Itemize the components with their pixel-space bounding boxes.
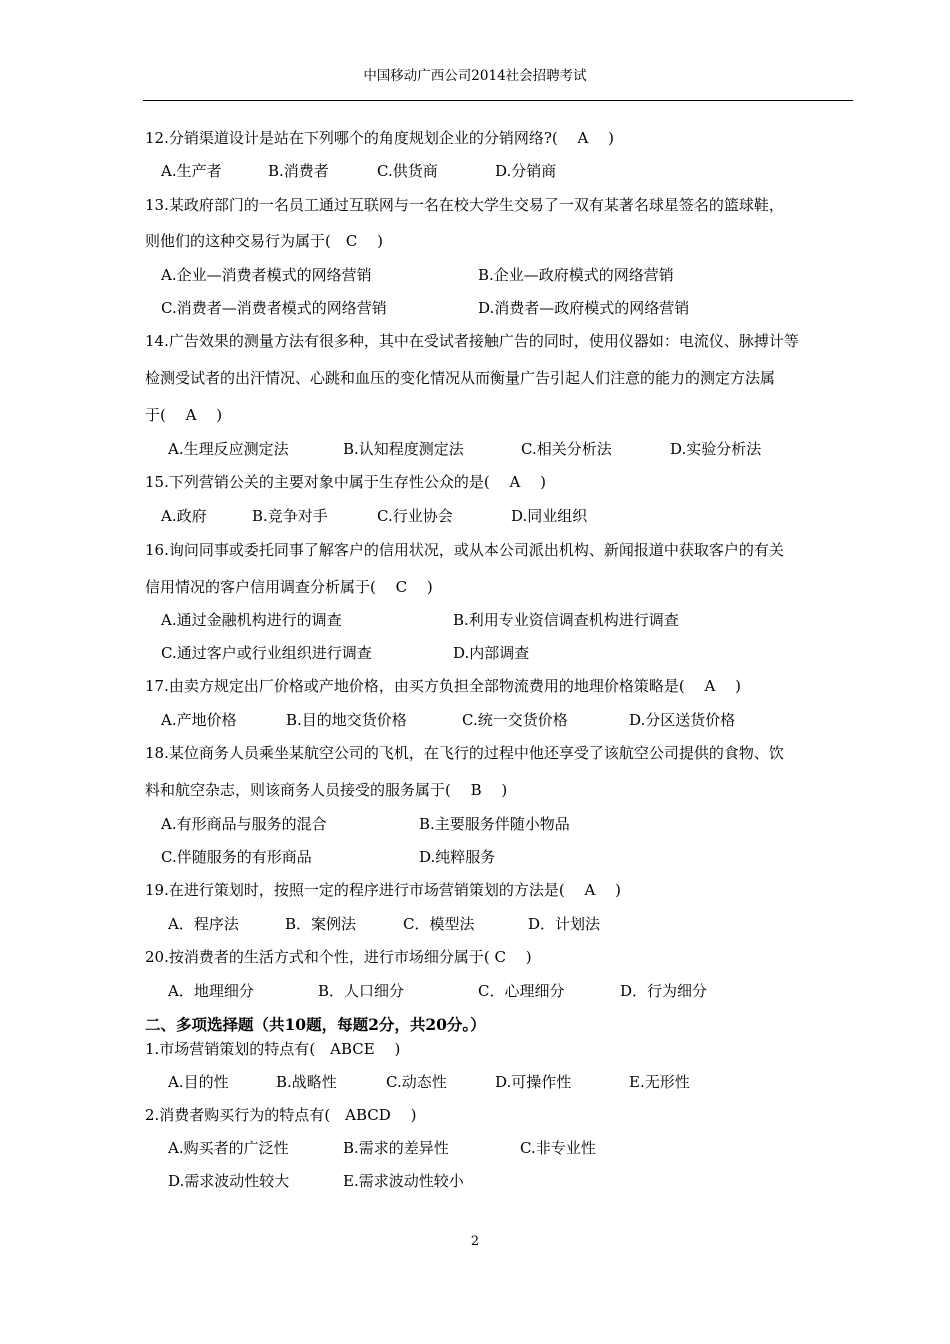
multi-question-2-stem: 2.消费者购买行为的特点有( ABCD )	[145, 1106, 417, 1124]
option: D.分销商	[495, 162, 557, 180]
option: D．行为细分	[620, 982, 708, 1000]
option: C．模型法	[403, 915, 475, 933]
question-16-stem: 16.询问同事或委托同事了解客户的信用状况，或从本公司派出机构、新闻报道中获取客户的有关	[145, 541, 784, 559]
multi-question-1-stem: 1.市场营销策划的特点有( ABCE )	[145, 1040, 401, 1058]
option: D.可操作性	[495, 1073, 572, 1091]
question-12-stem: 12.分销渠道设计是站在下列哪个的角度规划企业的分销网络?( A )	[145, 129, 614, 147]
option: A．地理细分	[168, 982, 254, 1000]
option: B.企业—政府模式的网络营销	[478, 266, 674, 284]
option: B.战略性	[276, 1073, 337, 1091]
option: D.实验分析法	[670, 440, 762, 458]
option: D.同业组织	[511, 507, 588, 525]
option: D.需求波动性较大	[168, 1172, 290, 1190]
question-20-stem: 20.按消费者的生活方式和个性，进行市场细分属于( C )	[145, 948, 532, 966]
option: C.动态性	[386, 1073, 447, 1091]
option: A.生理反应测定法	[168, 440, 289, 458]
option: A.有形商品与服务的混合	[161, 815, 327, 833]
section-title: 二、多项选择题（共10题，每题2分，共20分。）	[145, 1015, 486, 1034]
option: B.竞争对手	[252, 507, 328, 525]
question-17-stem: 17.由卖方规定出厂价格或产地价格，由买方负担全部物流费用的地理价格策略是( A )	[145, 677, 741, 695]
option: C.行业协会	[377, 507, 453, 525]
option: C.伴随服务的有形商品	[161, 848, 312, 866]
option: A.通过金融机构进行的调查	[161, 611, 342, 629]
option: C．心理细分	[478, 982, 565, 1000]
question-13-stem: 则他们的这种交易行为属于( C )	[145, 232, 383, 250]
question-14-stem: 于( A )	[145, 406, 223, 424]
page-number: 2	[470, 1234, 480, 1249]
question-14-stem: 14.广告效果的测量方法有很多种，其中在受试者接触广告的同时，使用仪器如：电流仪、脉搏计等	[145, 332, 799, 350]
question-15-stem: 15.下列营销公关的主要对象中属于生存性公众的是( A )	[145, 473, 546, 491]
option: D.分区送货价格	[629, 711, 736, 729]
option: B．人口细分	[318, 982, 405, 1000]
header-rule	[143, 100, 853, 101]
option: B.认知程度测定法	[343, 440, 464, 458]
option: B.消费者	[268, 162, 329, 180]
question-18-stem: 18.某位商务人员乘坐某航空公司的飞机，在飞行的过程中他还享受了该航空公司提供的食物、饮	[145, 744, 784, 762]
option: A.政府	[161, 507, 207, 525]
option: A.目的性	[168, 1073, 229, 1091]
option: B.利用专业资信调查机构进行调查	[453, 611, 679, 629]
option: E.需求波动性较小	[343, 1172, 464, 1190]
option: C.统一交货价格	[462, 711, 568, 729]
option: D.内部调查	[453, 644, 530, 662]
option: A.购买者的广泛性	[168, 1139, 289, 1157]
option: D．计划法	[528, 915, 601, 933]
option: D.纯粹服务	[419, 848, 496, 866]
question-13-stem: 13.某政府部门的一名员工通过互联网与一名在校大学生交易了一双有某著名球星签名的篮球鞋，	[145, 196, 784, 214]
option: B．案例法	[285, 915, 357, 933]
question-16-stem: 信用情况的客户信用调查分析属于( C )	[145, 578, 433, 596]
option: A.企业—消费者模式的网络营销	[161, 266, 372, 284]
option: C.消费者—消费者模式的网络营销	[161, 299, 387, 317]
option: C.相关分析法	[521, 440, 612, 458]
option: C.非专业性	[520, 1139, 596, 1157]
option: B.主要服务伴随小物品	[419, 815, 570, 833]
option: E.无形性	[629, 1073, 690, 1091]
option: A．程序法	[168, 915, 239, 933]
option: C.通过客户或行业组织进行调查	[161, 644, 372, 662]
question-18-stem: 料和航空杂志，则该商务人员接受的服务属于( B )	[145, 781, 508, 799]
option: B.需求的差异性	[343, 1139, 449, 1157]
option: C.供货商	[377, 162, 438, 180]
page-header: 中国移动广西公司2014社会招聘考试	[363, 68, 587, 84]
option: B.目的地交货价格	[286, 711, 407, 729]
option: D.消费者—政府模式的网络营销	[478, 299, 690, 317]
option: A.产地价格	[161, 711, 237, 729]
question-14-stem: 检测受试者的出汗情况、心跳和血压的变化情况从而衡量广告引起人们注意的能力的测定方法属	[145, 369, 776, 387]
option: A.生产者	[161, 162, 222, 180]
question-19-stem: 19.在进行策划时，按照一定的程序进行市场营销策划的方法是( A )	[145, 881, 621, 899]
